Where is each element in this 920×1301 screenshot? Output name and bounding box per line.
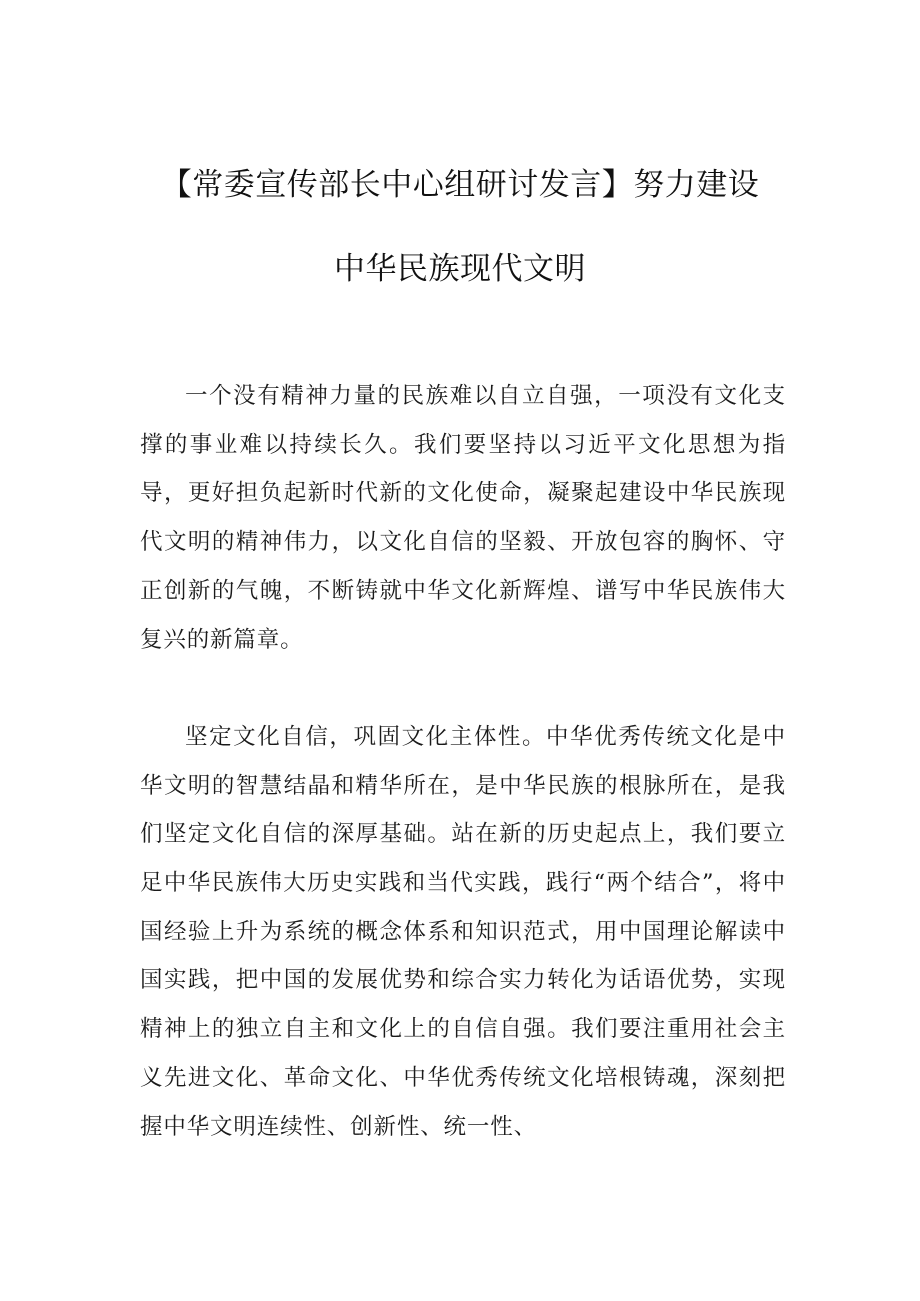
body-paragraph-1: 一个没有精神力量的民族难以自立自强，一项没有文化支撑的事业难以持续长久。我们要坚持以习近平文化思想为指导，更好担负起新时代新的文化使命，凝聚起建设中华民族现代文明的精神伟力，以文化自信的坚毅、开放包容的胸怀、守正创新的气魄，不断铸就中华文化新辉煌、谱写中华民族伟大复兴的新篇章。 [140,383,786,653]
document-title-line-1: 【常委宣传部长中心组研讨发言】努力建设 [160,167,760,203]
body-paragraph-2: 坚定文化自信，巩固文化主体性。中华优秀传统文化是中华文明的智慧结晶和精华所在，是中华民族的根脉所在，是我们坚定文化自信的深厚基础。站在新的历史起点上，我们要立足中华民族伟大历史实践和当代实践，践行“两个结合”，将中国经验上升为系统的概念体系和知识范式，用中国理论解读中国实践，把中国的发展优势和综合实力转化为话语优势，实现精神上的独立自主和文化上的自信自强。我们要注重用社会主义先进文化、革命文化、中华优秀传统文化培根铸魂，深刻把握中华文明连续性、创新性、统一性、 [140,723,786,1140]
document-title-line-2: 中华民族现代文明 [334,251,586,287]
document-body [140,372,786,1151]
